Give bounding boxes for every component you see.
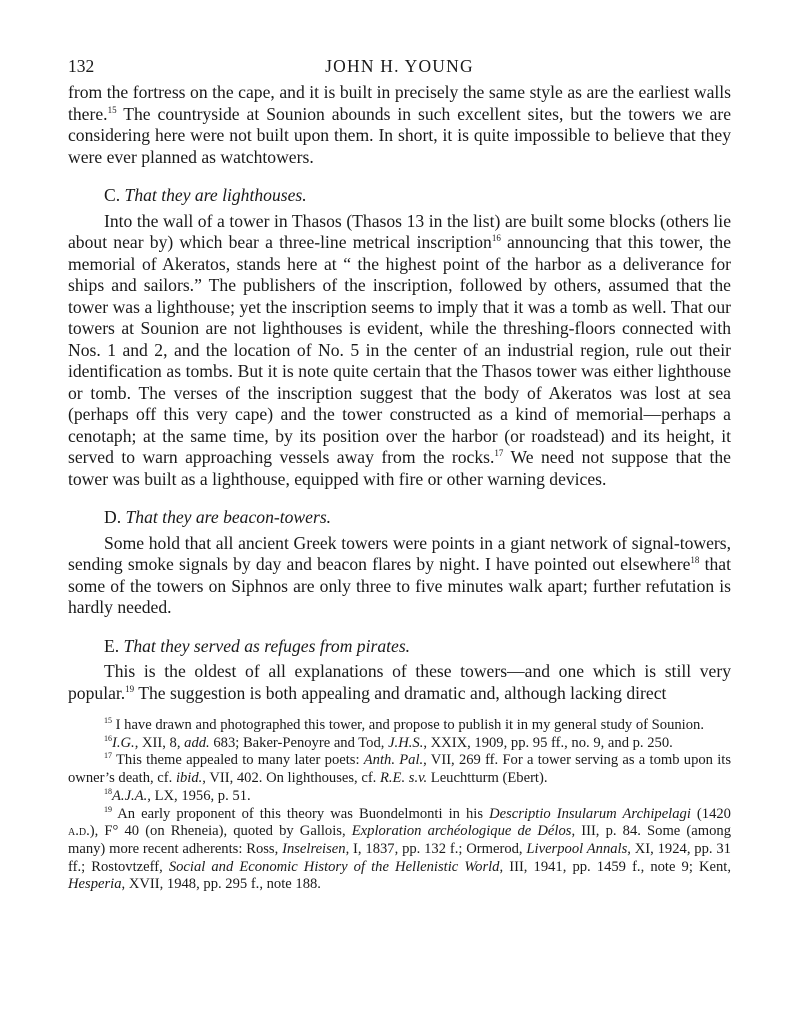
section-heading-c: C. That they are lighthouses. <box>104 185 307 205</box>
section-heading-e: E. That they served as refuges from pirates. <box>104 635 411 656</box>
footnote-ref-16[interactable]: 16 <box>491 233 501 244</box>
page <box>68 56 731 894</box>
page-number: 132 <box>68 56 95 76</box>
paragraph-section-e: This is the oldest of all explanations of these towers—and one which is still very popular.$^{19}$ The suggestion is both appealing and dramatic and, although lacking direct <box>68 661 731 703</box>
footnote-15: $^{15}$ I have drawn and photographed this tower, and propose to publish it in my general study of Sounion. <box>104 716 704 733</box>
footnotes <box>68 717 731 894</box>
footnote-ref-17[interactable]: 17 <box>494 448 504 459</box>
body-text <box>68 82 731 704</box>
footnote-19: $^{19}$ An early proponent of this theory was Buondelmonti in his Descriptio Insularum Archipelagi (1420 a.d.), F° 40 (on Rheneia), quoted by Gallois, Exploration archéologique de Délos, III, p. 84. Some (among many) more recent adherents: Ross, Inselreisen, I, 1837, pp. 132 f.; Ormerod, Liverpool Annals, XI, 1924, pp. 31 ff.; Rostovtzeff, Social and Economic History of the Hellenistic World, III, 1941, pp. 1459 f., note 9; Kent, Hesperia, XVII, 1948, pp. 295 f., note 188. <box>68 804 731 893</box>
running-head: JOHN H. YOUNG <box>325 56 474 76</box>
footnote-16: $^{16}$I.G., XII, 8, add. 683; Baker-Penoyre and Tod, J.H.S., XXIX, 1909, pp. 95 ff., no. 9, and p. 250. <box>104 733 673 751</box>
footnote-ref-19[interactable]: 19 <box>125 683 135 694</box>
footnote-ref-18[interactable]: 18 <box>690 555 700 566</box>
paragraph-section-c: Into the wall of a tower in Thasos (Thasos 13 in the list) are built some blocks (others lie about near by) which bear a three-line metrical inscription$^{16}$ announcing that this tower, the memorial of Akeratos, stands here at “ the highest point of the harbor as a deliverance for ships and sailors.” The publishers of the inscription, followed by others, assumed that the tower was a lighthouse; yet the inscription seems to imply that it was a tomb as well. That our towers at Sounion are not lighthouses is evident, while the threshing-floors connected with Nos. 1 and 2, and the location of No. 5 in the center of an industrial region, rule out their identification as tombs. But it is note quite certain that the Thasos tower was either lighthouse or tomb. The verses of the inscription suggest that the body of Akeratos was lost at sea (perhaps off this very cape) and the tower constructed as a kind of memorial—perhaps a cenotaph; at the same time, by its position over the harbor (or roadstead) and its height, it served to warn approaching vessels away from the rocks.$^{17}$ We need not suppose that the tower was built as a lighthouse, equipped with fire or other warning devices. <box>68 210 732 489</box>
page-header <box>68 56 731 82</box>
section-heading-d: D. That they are beacon-towers. <box>104 507 332 527</box>
footnote-17: $^{17}$ This theme appealed to many later poets: Anth. Pal., VII, 269 ff. For a tower serving as a tomb upon its owner’s death, cf. ibid., VII, 402. On lighthouses, cf. R.E. s.v. Leuchtturm (Ebert). <box>68 751 731 787</box>
footnote-18: $^{18}$A.J.A., LX, 1956, p. 51. <box>104 786 251 804</box>
paragraph-intro: from the fortress on the cape, and it is built in precisely the same style as are the earliest walls there.$^{15}$ The countryside at Sounion abounds in such excellent sites, but the towers we are considering here were not built upon them. In short, it is quite impossible to believe that they were ever planned as watchtowers. <box>68 82 731 167</box>
paragraph-section-d: Some hold that all ancient Greek towers were points in a giant network of signal-towers, sending smoke signals by day and beacon flares by night. I have pointed out elsewhere$^{18}$ that some of the towers on Siphnos are only three to five minutes walk apart; further refutation is hardly needed. <box>68 532 731 617</box>
footnote-ref-15[interactable]: 15 <box>107 104 117 115</box>
